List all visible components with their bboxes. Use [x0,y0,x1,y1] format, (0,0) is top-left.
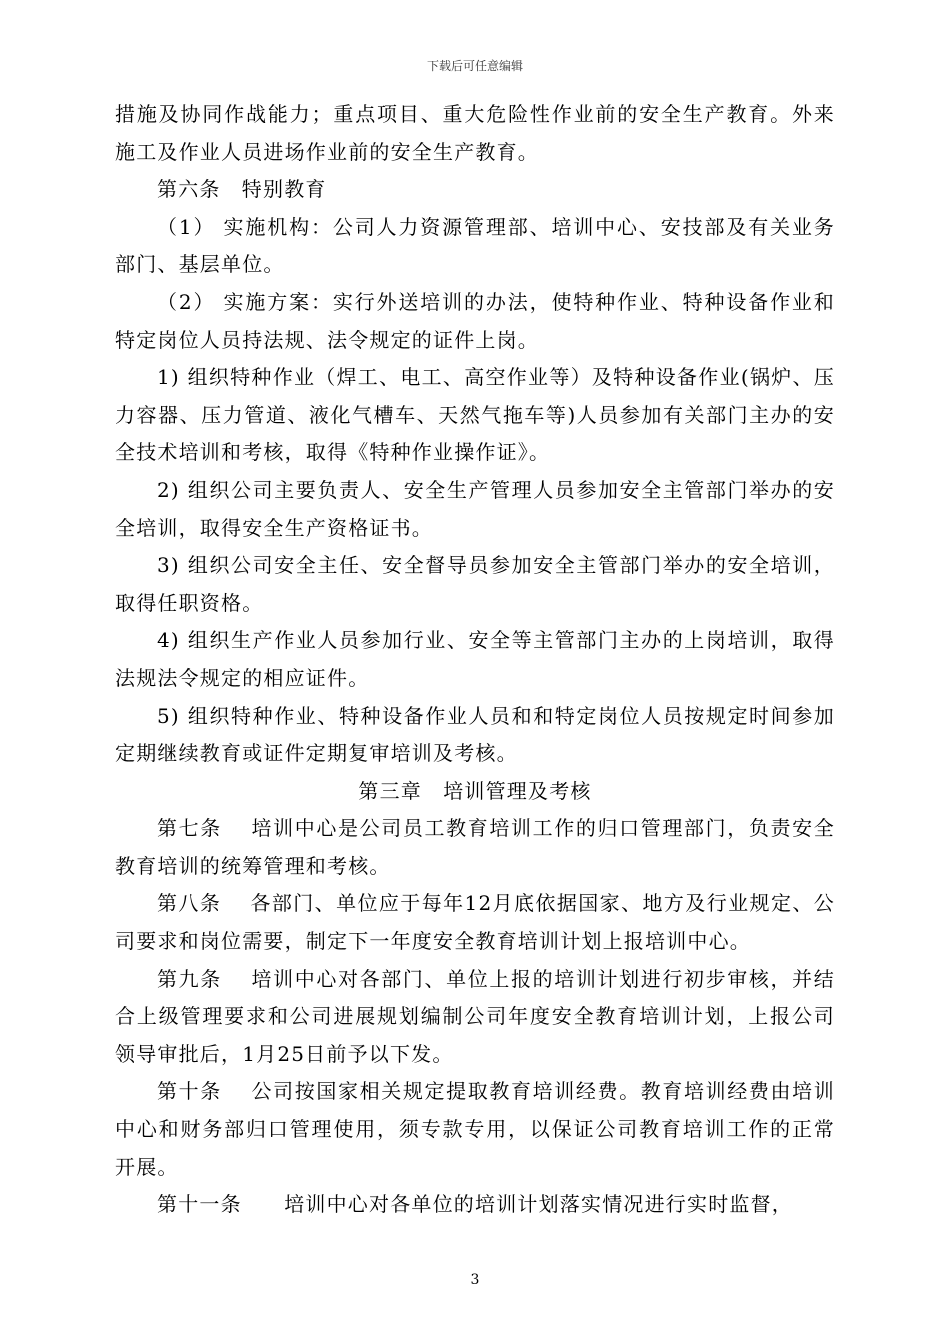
article-paragraph: 第十一条 培训中心对各单位的培训计划落实情况进行实时监督， [157,1192,793,1217]
list-item: 1) 组织特种作业（焊工、电工、高空作业等）及特种设备作业(锅炉、压力容器、压力管道、液化气槽车、天然气拖车等)人员参加有关部门主办的安全技术培训和考核，取得《特种作业操作证》。 [115,365,835,465]
list-item: 3) 组织公司安全主任、安全督导员参加安全主管部门举办的安全培训，取得任职资格。 [115,553,835,615]
section-heading: 第六条 特别教育 [157,177,327,202]
document-body [115,96,835,1224]
list-item: 2) 组织公司主要负责人、安全生产管理人员参加安全主管部门举办的安全培训，取得安全生产资格证书。 [115,477,835,540]
list-item: 4) 组织生产作业人员参加行业、安全等主管部门主办的上岗培训，取得法规法令规定的相应证件。 [115,628,835,690]
article-paragraph: 第八条 各部门、单位应于每年12月底依据国家、地方及行业规定、公司要求和岗位需要，制定下一年度安全教育培训计划上报培训中心。 [115,891,835,954]
article-paragraph: 第九条 培训中心对各部门、单位上报的培训计划进行初步审核，并结合上级管理要求和公司进展规划编制公司年度安全教育培训计划，上报公司领导审批后，1月25日前予以下发。 [115,966,835,1066]
paragraph: （1） 实施机构：公司人力资源管理部、培训中心、安技部及有关业务部门、基层单位。 [115,214,835,277]
page-number: 3 [470,1272,480,1288]
paragraph: （2） 实施方案：实行外送培训的办法，使特种作业、特种设备作业和特定岗位人员持法规、法令规定的证件上岗。 [115,289,835,352]
paragraph: 措施及协同作战能力；重点项目、重大危险性作业前的安全生产教育。外来施工及作业人员进场作业前的安全生产教育。 [115,102,835,164]
chapter-title: 第三章 培训管理及考核 [358,778,592,803]
article-paragraph: 第七条 培训中心是公司员工教育培训工作的归口管理部门，负责安全教育培训的统筹管理和考核。 [115,816,835,878]
page-header: 下载后可任意编辑 [426,59,523,73]
list-item: 5) 组织特种作业、特种设备作业人员和和特定岗位人员按规定时间参加定期继续教育或证件定期复审培训及考核。 [115,703,835,766]
article-paragraph: 第十条 公司按国家相关规定提取教育培训经费。教育培训经费由培训中心和财务部归口管理使用，须专款专用，以保证公司教育培训工作的正常开展。 [115,1079,835,1179]
